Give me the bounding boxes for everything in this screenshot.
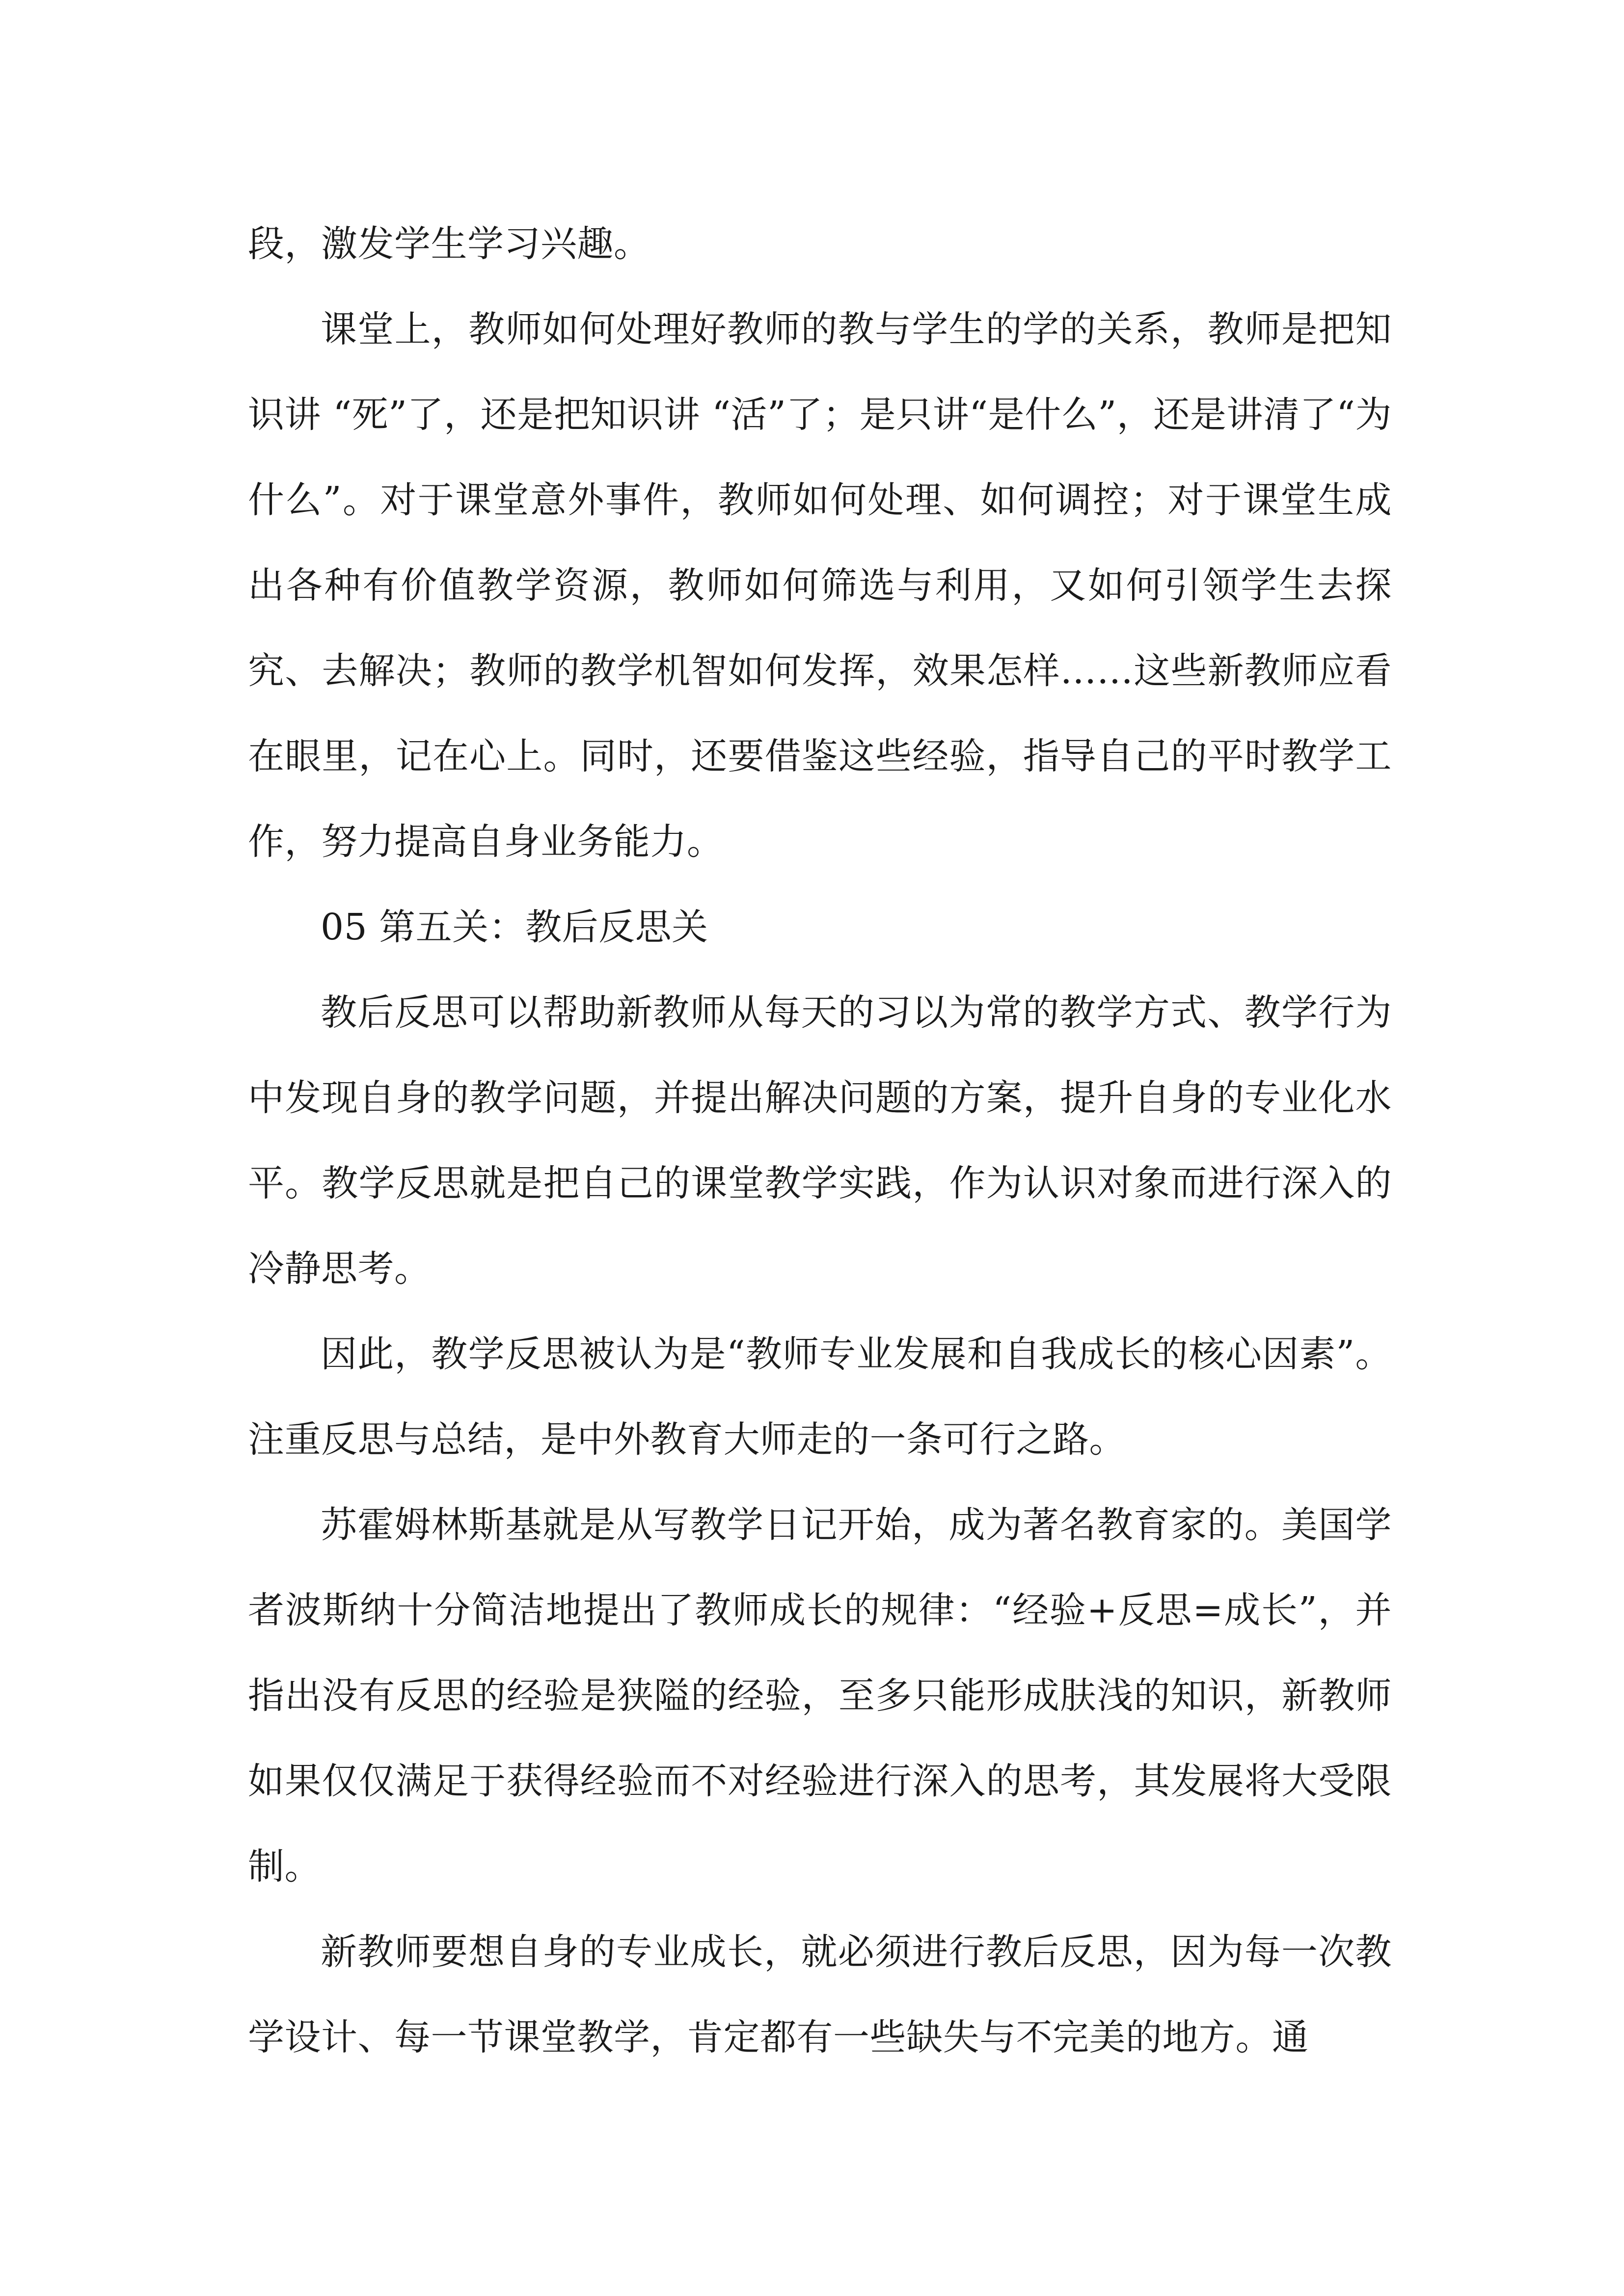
paragraph-sukhomlinsky-posner: 苏霍姆林斯基就是从写教学日记开始，成为著名教育家的。美国学者波斯纳十分简洁地提出了教师成长的规律：“经验+反思=成长”，并指出没有反思的经验是狭隘的经验，至多只能形成肤浅的知识，新教师如果仅仅满足于获得经验而不对经验进行深入的思考，其发展将大受限制。 bbox=[248, 1504, 1392, 1888]
section-heading-fifth-pass: 05 第五关：教后反思关 bbox=[321, 906, 708, 948]
paragraph-post-teaching-reflection: 教后反思可以帮助新教师从每天的习以为常的教学方式、教学行为中发现自身的教学问题，并提出解决问题的方案，提升自身的专业化水平。教学反思就是把自己的课堂教学实践，作为认识对象而进行深入的冷静思考。 bbox=[248, 991, 1392, 1290]
paragraph-reflection-core-factor: 因此，教学反思被认为是“教师专业发展和自我成长的核心因素”。注重反思与总结，是中外教育大师走的一条可行之路。 bbox=[248, 1333, 1392, 1461]
document-body bbox=[248, 201, 1392, 2080]
paragraph-new-teacher-growth: 新教师要想自身的专业成长，就必须进行教后反思，因为每一次教学设计、每一节课堂教学，肯定都有一些缺失与不完美的地方。通 bbox=[248, 1931, 1392, 2058]
paragraph-classroom-relations: 课堂上，教师如何处理好教师的教与学生的学的关系，教师是把知识讲 “死”了，还是把知识讲 “活”了；是只讲“是什么”，还是讲清了“为什么”。对于课堂意外事件，教师如何处理、如何调控；对于课堂生成出各种有价值教学资源，教师如何筛选与利用，又如何引领学生去探究、去解决；教师的教学机智如何发挥，效果怎样……这些新教师应看在眼里，记在心上。同时，还要借鉴这些经验，指导自己的平时教学工作，努力提高自身业务能力。 bbox=[248, 308, 1392, 863]
paragraph-continuation: 段，激发学生学习兴趣。 bbox=[248, 223, 650, 265]
